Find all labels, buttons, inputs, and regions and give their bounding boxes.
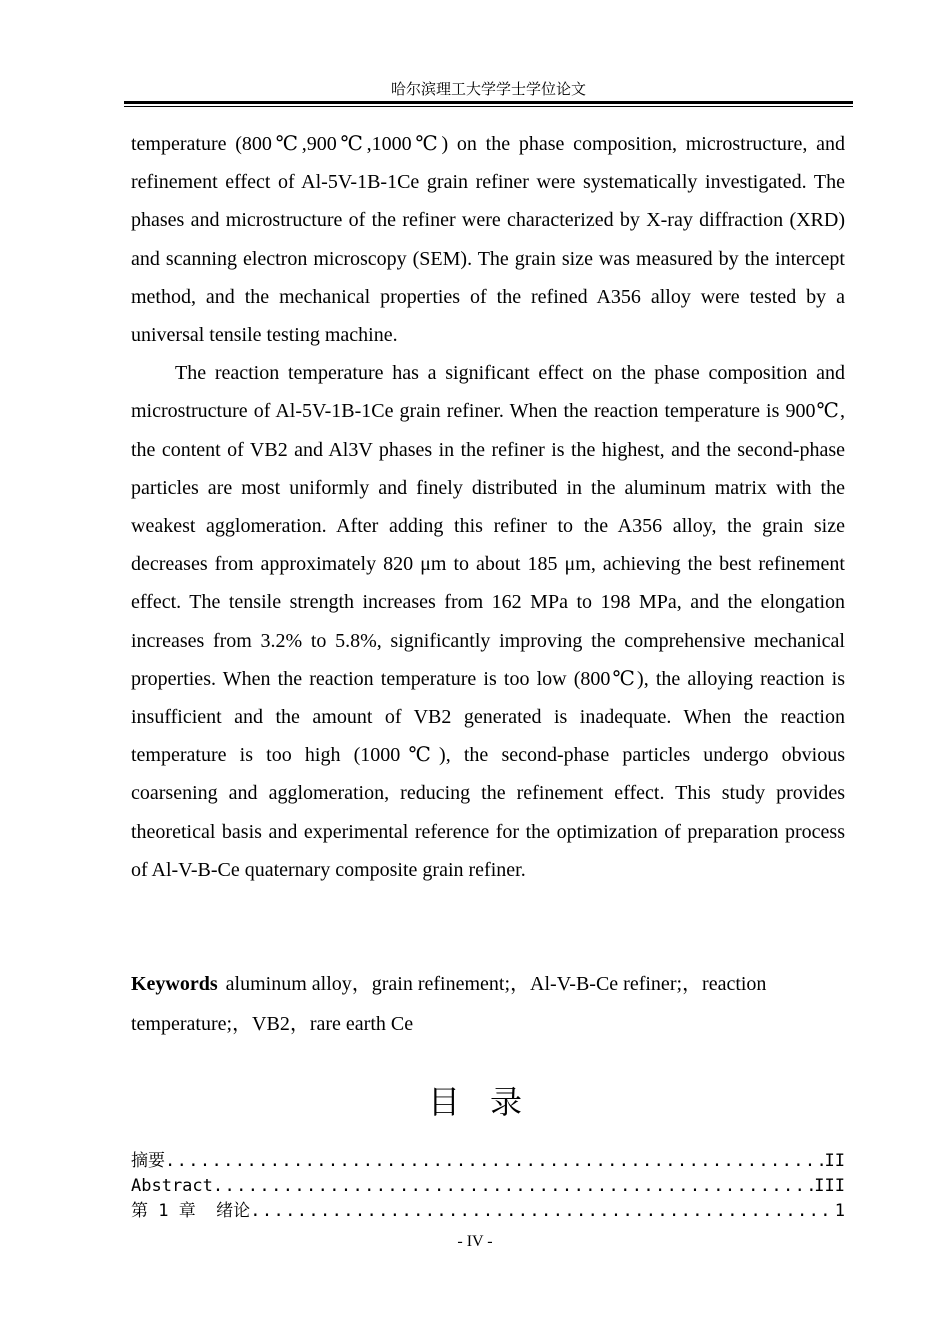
table-of-contents <box>131 1149 845 1224</box>
keywords <box>131 964 845 1044</box>
toc-title: 目录 <box>427 1083 552 1121</box>
toc-leader-dots <box>213 1174 814 1199</box>
keywords-text: aluminum alloy，grain refinement;，Al-V-B-Ce refiner;，reaction temperature;，VB2，rare earth Ce <box>131 973 767 1035</box>
abstract-body <box>131 125 845 889</box>
toc-entry-label: 摘要 <box>131 1151 165 1171</box>
keywords-label: Keywords <box>131 973 218 995</box>
toc-entry-page: III <box>814 1176 845 1196</box>
abstract-paragraph: temperature (800℃,900℃,1000℃) on the phase composition, microstructure, and refinement effect of Al-5V-1B-1Ce grain refiner were systematically investigated. The phases and microstructure of the refiner were characterized by X-ray diffraction (XRD) and scanning electron microscopy (SEM). The grain size was measured by the intercept method, and the mechanical properties of the refined A356 alloy were tested by a universal tensile testing machine. <box>131 133 845 347</box>
toc-entry[interactable] <box>131 1174 845 1199</box>
toc-leader-dots <box>165 1149 825 1174</box>
toc-entry-page: 1 <box>834 1201 845 1221</box>
toc-entry[interactable] <box>131 1149 845 1174</box>
abstract-paragraph: The reaction temperature has a significant effect on the phase composition and microstructure of Al-5V-1B-1Ce grain refiner. When the reaction temperature is 900℃, the content of VB2 and Al3V phases in the refiner is the highest, and the second-phase particles are most uniformly and finely distributed in the aluminum matrix with the weakest agglomeration. After adding this refiner to the A356 alloy, the grain size decreases from approximately 820 μm to about 185 μm, achieving the best refinement effect. The tensile strength increases from 162 MPa to 198 MPa, and the elongation increases from 3.2% to 5.8%, significantly improving the comprehensive mechanical properties. When the reaction temperature is too low (800℃), the alloying reaction is insufficient and the amount of VB2 generated is inadequate. When the reaction temperature is too high (1000℃), the second-phase particles undergo obvious coarsening and agglomeration, reducing the refinement effect. This study provides theoretical basis and experimental reference for the optimization of preparation process of Al-V-B-Ce quaternary composite grain refiner. <box>131 362 845 881</box>
page-header: 哈尔滨理工大学学士学位论文 <box>390 82 586 98</box>
toc-entry-label: Abstract <box>131 1176 213 1196</box>
page-number: - IV - <box>457 1233 493 1250</box>
header-rule <box>124 101 853 104</box>
toc-entry-label: 第 1 章 绪论 <box>131 1201 251 1221</box>
header-rule-thin <box>124 106 853 107</box>
toc-entry-page: II <box>824 1151 845 1171</box>
toc-leader-dots <box>250 1199 835 1224</box>
toc-entry[interactable] <box>131 1199 845 1224</box>
